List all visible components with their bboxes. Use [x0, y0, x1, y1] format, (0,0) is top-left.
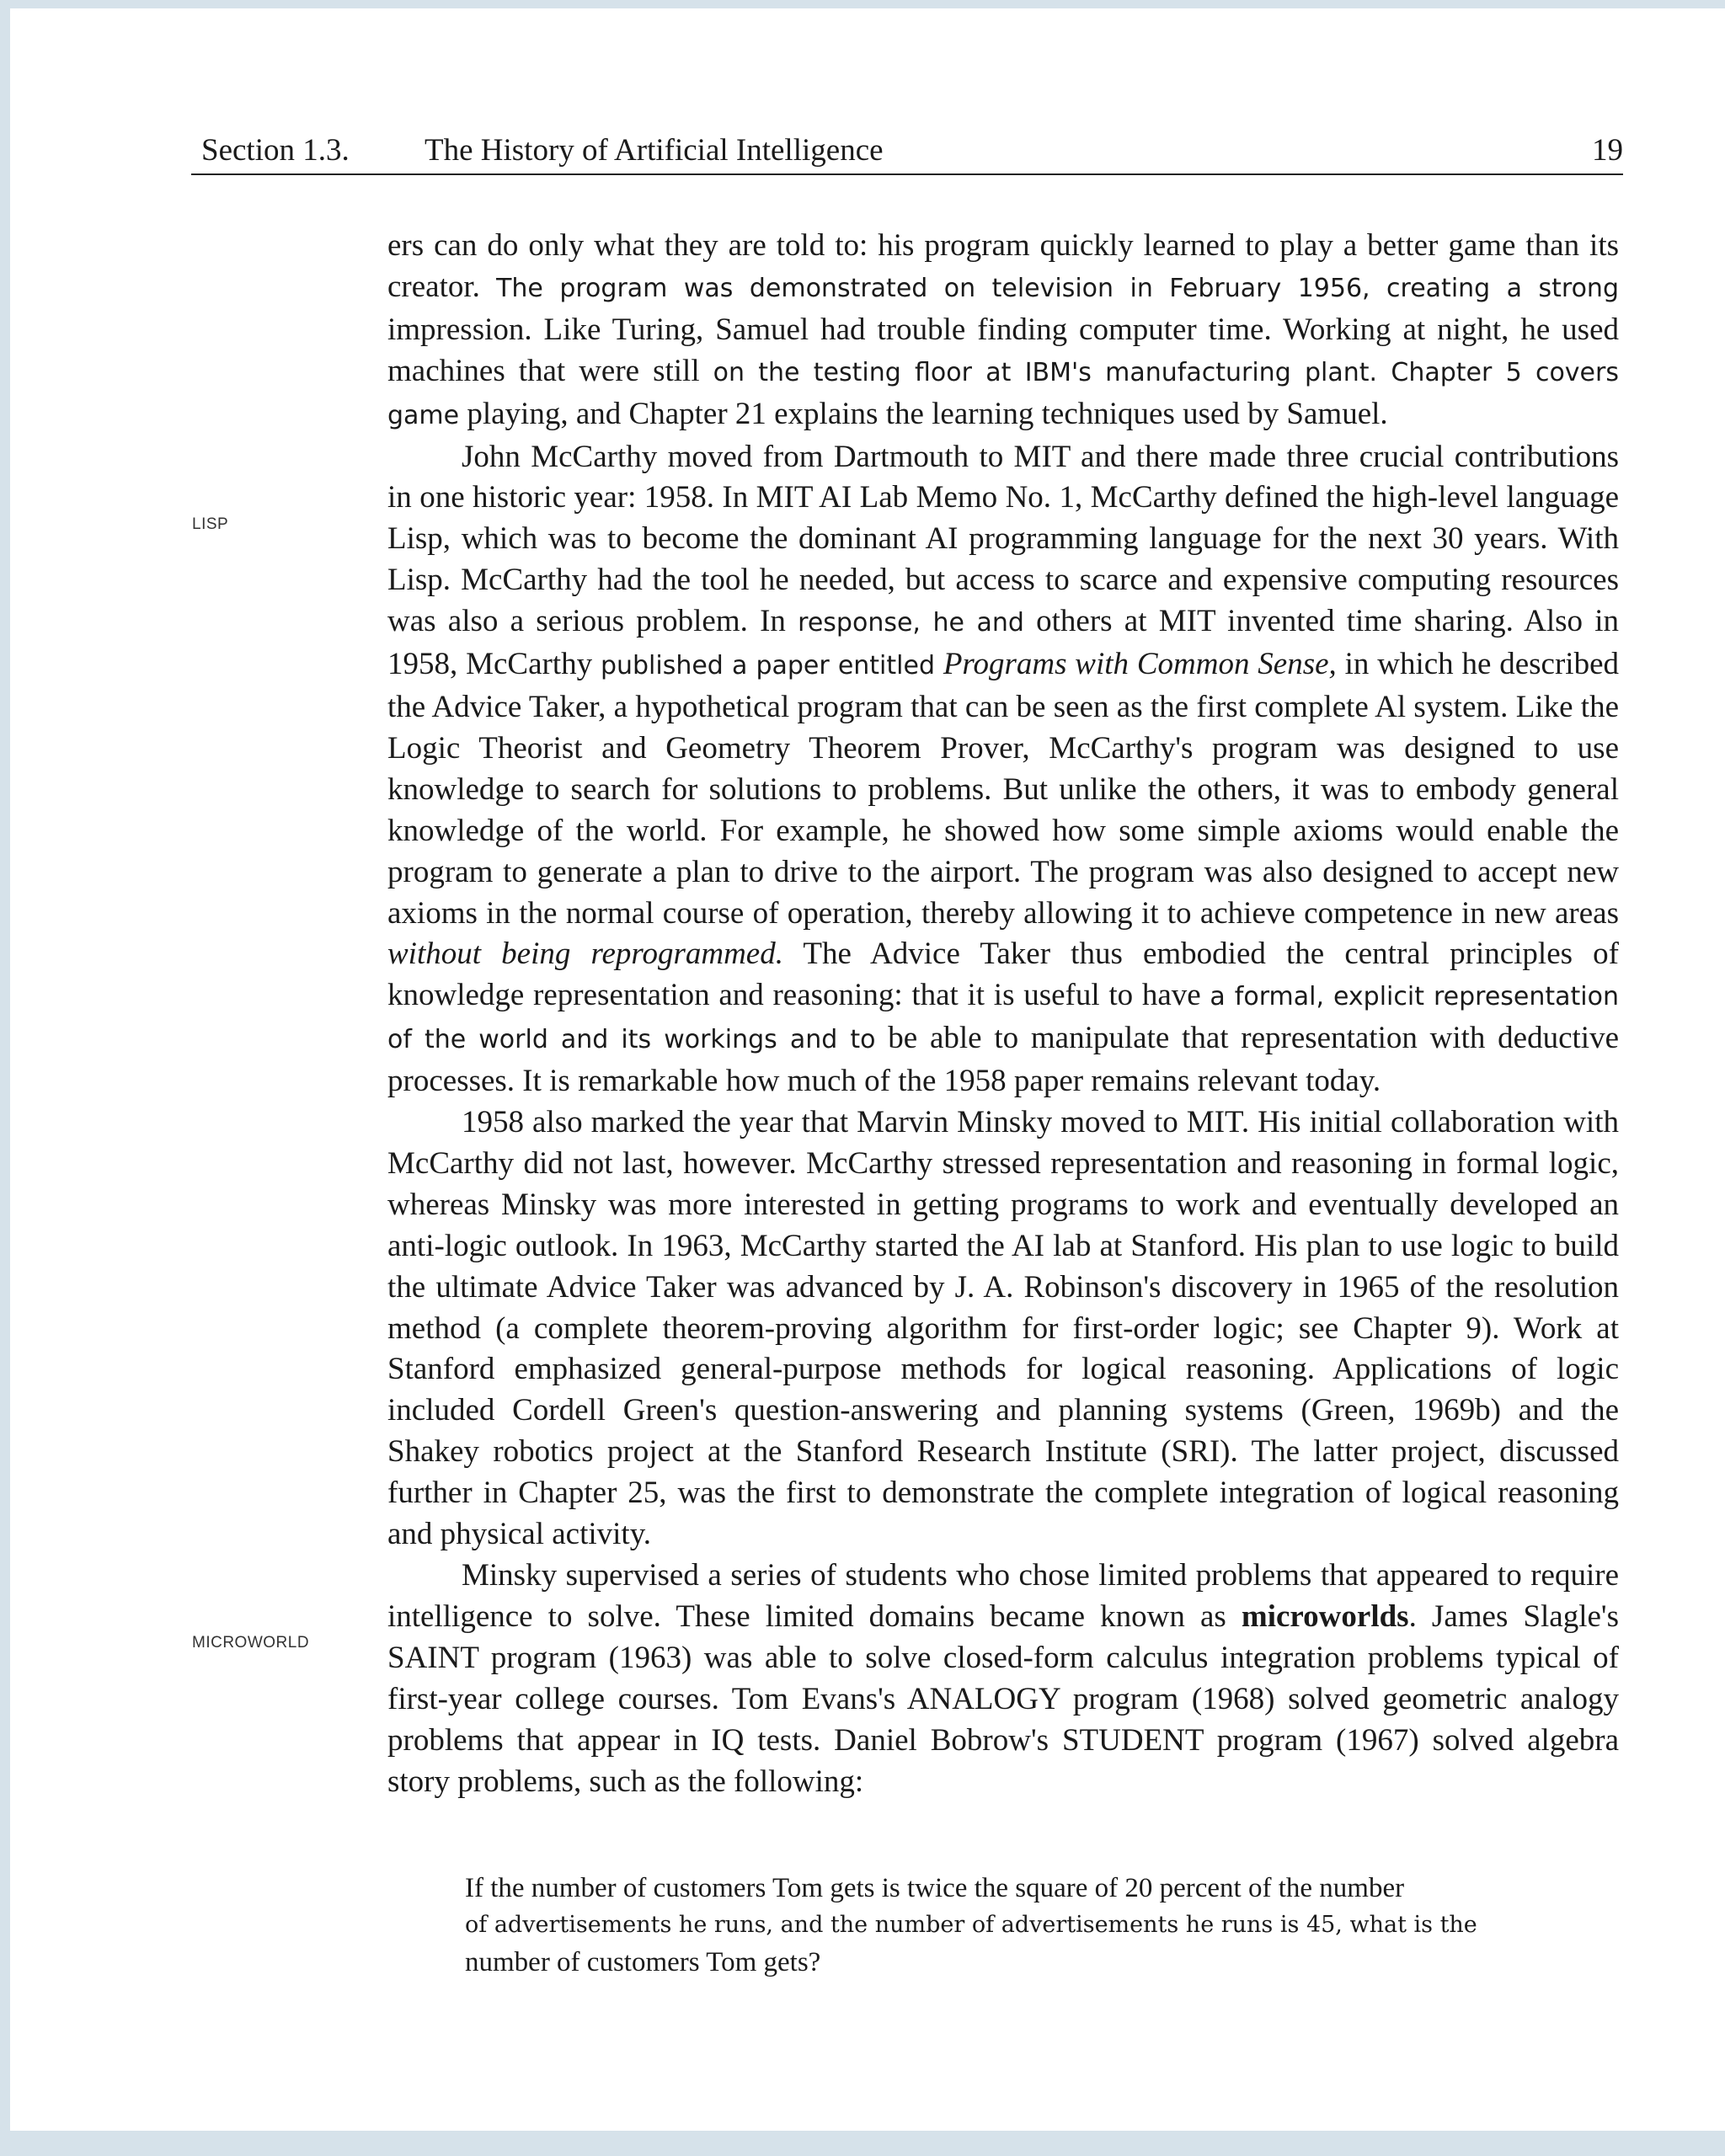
- body-text: [387, 226, 1619, 1802]
- paragraph-3: [387, 1102, 1619, 1556]
- emphasis: without being reprogrammed.: [387, 937, 783, 972]
- section-number: Section 1.3.: [201, 133, 350, 168]
- margin-note-lisp: LISP: [192, 515, 229, 533]
- running-header: [191, 125, 1623, 175]
- term-microworlds: microworlds: [1241, 1598, 1409, 1634]
- margin-note-microworld: MICROWORLD: [192, 1634, 310, 1652]
- text-run: John McCarthy moved from Dartmouth to MIT and there made three crucial contributions in one historic year: 1958. In MIT AI Lab Memo No. 1, McCarthy defined the high-level language Lisp, which was to become the dominant AI programming language for the next 30 years. With Lisp. McCarthy had the tool he needed, but access to scarce and expensive computing resources was also a serious problem. In: [387, 439, 1619, 639]
- paragraph-1: [387, 226, 1619, 437]
- text-run: 1958 also marked the year that Marvin Minsky moved to MIT. His initial collaboration with McCarthy did not last, however. McCarthy stressed representation and reasoning in formal logic, whereas Minsky was more interested in getting programs to work and eventually developed an anti-logic outlook. In 1963, McCarthy started the AI lab at Stanford. His plan to use logic to build the ultimate Advice Taker was advanced by J. A. Robinson's discovery in 1965 of the resolution method (a complete theorem-proving algorithm for first-order logic; see Chapter 9). Work at Stanford emphasized general-purpose methods for logical reasoning. Applications of logic included Cordell Green's question-answering and planning systems (Green, 1969b) and the Shakey robotics project at the Stanford Research Institute (SRI). The latter project, discussed further in Chapter 25, was the first to demonstrate the complete integration of logical reasoning and physical activity.: [387, 1105, 1619, 1552]
- text-run: playing, and Chapter 21 explains the learning techniques used by Samuel.: [459, 396, 1388, 431]
- page-number: 19: [1592, 133, 1623, 168]
- text-run: Minsky supervised a series of students who chose limited problems that appeared to require intelligence to solve. These limited domains became known as: [387, 1558, 1619, 1634]
- text-run: a formal, explicit representation of the world and its workings and to: [387, 982, 1620, 1055]
- paragraph-2: [387, 437, 1619, 1103]
- text-run: The Advice Taker thus embodied the central principles of knowledge representation and reasoning: that it is useful to have: [387, 937, 1619, 1013]
- text-run: response, he and: [798, 608, 1024, 638]
- block-quote: [465, 1870, 1551, 1981]
- quote-line: If the number of customers Tom gets is twice the square of 20 percent of the number: [465, 1873, 1405, 1903]
- text-run: in which he described the Advice Taker, a hypothetical program that can be seen as the first complete Al system. Like the Logic Theorist and Geometry Theorem Prover, McCarthy's program was designed to use knowledge to search for solutions to problems. But unlike the others, it was to embody general knowledge of the world. For example, he showed how some simple axioms would enable the program to generate a plan to drive to the airport. The program was also designed to accept new axioms in the normal course of operation, thereby allowing it to achieve competence in new areas: [387, 647, 1620, 931]
- text-run: The program was demonstrated on television in February 1956, creating a strong: [496, 273, 1619, 303]
- paragraph-4: [387, 1556, 1619, 1802]
- text-run: . James Slagle's SAINT program (1963) was able to solve closed-form calculus integration problems typical of first-year college courses. Tom Evans's ANALOGY program (1968) solved geometric analogy problems that appear in IQ tests. Daniel Bobrow's STUDENT program (1967) solved algebra story problems, such as the following:: [387, 1598, 1619, 1799]
- text-run: on the testing floor at IBM's manufacturing plant. Chapter 5 covers game: [387, 357, 1619, 430]
- book-title: Programs with Common Sense,: [943, 647, 1337, 682]
- text-run: ers can do only what they are told to: his program quickly learned to play a better game than its creator.: [387, 228, 1619, 304]
- quote-line: number of customers Tom gets?: [465, 1947, 821, 1977]
- quote-line: of advertisements he runs, and the number of advertisements he runs is 45, what is the: [465, 1912, 1477, 1938]
- chapter-title: The History of Artificial Intelligence: [425, 133, 884, 168]
- document-page: [10, 8, 1725, 2131]
- text-run: be able to manipulate that representation with deductive processes. It is remarkable how much of the 1958 paper remains relevant today.: [387, 1021, 1619, 1099]
- text-run: others at MIT invented time sharing. Also in 1958, McCarthy: [387, 604, 1620, 682]
- text-run: published a paper entitled: [600, 651, 935, 681]
- text-run: impression. Like Turing, Samuel had trouble finding computer time. Working at night, he used machines that were still: [387, 312, 1619, 388]
